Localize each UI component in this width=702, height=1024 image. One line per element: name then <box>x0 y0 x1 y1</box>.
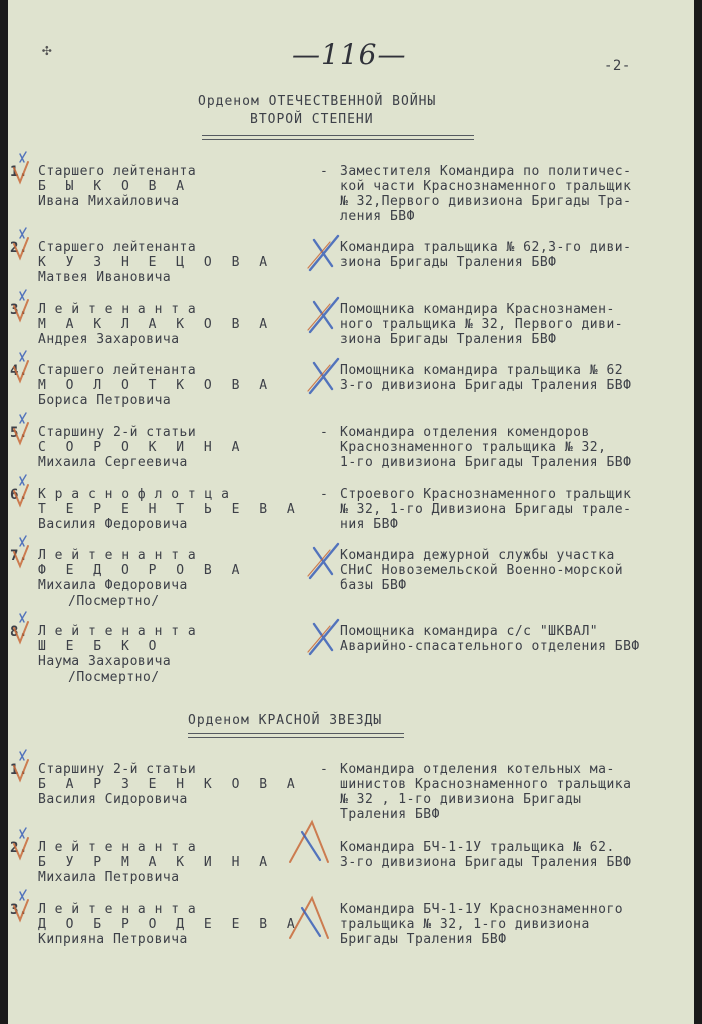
entry-position-line: тральщика № 32, 1-го дивизиона <box>340 917 590 932</box>
entry-posthumous-note: /Посмертно/ <box>68 670 160 685</box>
left-margin-check-icon <box>14 838 28 858</box>
section1-heading-line2: ВТОРОЙ СТЕПЕНИ <box>250 112 374 127</box>
entry-rank: Старшего лейтенанта <box>38 240 197 255</box>
entry-position-line: Бригады Траления БВФ <box>340 932 507 947</box>
left-margin-check-icon <box>14 300 28 320</box>
entry-position-line: 3-го дивизиона Бригады Траления БВФ <box>340 855 632 870</box>
entry-number: 6. <box>10 487 28 503</box>
left-margin-check-icon <box>14 238 28 258</box>
pencil-marks <box>8 0 694 1024</box>
entry-position-line: Командира БЧ-1-1У Краснознаменного <box>340 902 624 917</box>
entry-position-line: зиона Бригады Траления БВФ <box>340 332 557 347</box>
left-margin-cross-icon <box>20 890 26 900</box>
left-margin-cross-icon <box>20 351 26 361</box>
entry-number: 3. <box>10 902 28 918</box>
handwritten-page-number: —116— <box>292 38 407 71</box>
entry-given-name: Ивана Михайловича <box>38 194 180 209</box>
entry-position-line: Помощника командира тральщика № 62 <box>340 363 624 378</box>
entry-given-name: Бориса Петровича <box>38 393 172 408</box>
entry-number: 1. <box>10 164 28 180</box>
entry-given-name: Михаила Сергеевича <box>38 455 188 470</box>
page-number: -2- <box>604 58 631 74</box>
entry-position-line: Аварийно-спасательного отделения БВФ <box>340 639 640 654</box>
left-margin-cross-icon <box>20 413 26 423</box>
entry-number: 1. <box>10 762 28 778</box>
entry-position-line: Помощника командира с/с "ШКВАЛ" <box>340 624 599 639</box>
entry-number: 2. <box>10 240 28 256</box>
entry-number: 3. <box>10 302 28 318</box>
entry-position-line: № 32 , 1-го дивизиона Бригады <box>340 792 582 807</box>
entry-position-line: № 32, 1-го Дивизиона Бригады трале- <box>340 502 632 517</box>
entry-dash: - <box>320 762 329 777</box>
entry-position-line: ления БВФ <box>340 209 415 224</box>
entry-position-line: № 32,Первого дивизиона Бригады Тра- <box>340 194 632 209</box>
position-cross-icon <box>310 359 338 393</box>
entry-rank: Л е й т е н а н т а <box>38 624 197 639</box>
entry-rank: Старшего лейтенанта <box>38 164 197 179</box>
entry-number: 7. <box>10 548 28 564</box>
entry-position-line: 3-го дивизиона Бригады Траления БВФ <box>340 378 632 393</box>
entry-rank: Л е й т е н а н т а <box>38 902 197 917</box>
entry-position-line: ного тральщика № 32, Первого диви- <box>340 317 624 332</box>
left-margin-check-icon <box>14 423 28 443</box>
entry-given-name: Василия Федоровича <box>38 517 188 532</box>
entry-given-name: Василия Сидоровича <box>38 792 188 807</box>
entry-surname: Ф Е Д О Р О В А <box>38 563 246 578</box>
entry-position-line: Заместителя Командира по политичес- <box>340 164 632 179</box>
left-margin-check-icon <box>14 900 28 920</box>
entry-position-line: Строевого Краснознаменного тральщик <box>340 487 632 502</box>
left-margin-cross-icon <box>20 475 26 485</box>
left-margin-check-icon <box>14 622 28 642</box>
entry-number: 2. <box>10 840 28 856</box>
entry-surname: Б У Р М А К И Н А <box>38 855 274 870</box>
left-margin-cross-icon <box>20 828 26 838</box>
left-margin-cross-icon <box>20 290 26 300</box>
entry-surname: Ш Е Б К О <box>38 639 163 654</box>
entry-surname: Б А Р З Е Н К О В А <box>38 777 301 792</box>
entry-rank: Л е й т е н а н т а <box>38 548 197 563</box>
entry-given-name: Михаила Федоровича <box>38 578 188 593</box>
entry-position-line: шинистов Краснознаменного тральщика <box>340 777 632 792</box>
entry-rank: Старшего лейтенанта <box>38 363 197 378</box>
entry-surname: К У З Н Е Ц О В А <box>38 255 274 270</box>
entry-rank: Старшину 2-й статьи <box>38 425 197 440</box>
left-margin-check-icon <box>14 162 28 182</box>
left-margin-cross-icon <box>20 536 26 546</box>
entry-given-name: Матвея Ивановича <box>38 270 172 285</box>
entry-given-name: Наума Захаровича <box>38 654 172 669</box>
entry-position-line: 1-го дивизиона Бригады Траления БВФ <box>340 455 632 470</box>
entry-surname: М О Л О Т К О В А <box>38 378 274 393</box>
entry-number: 8. <box>10 624 28 640</box>
left-margin-check-icon <box>14 760 28 780</box>
left-margin-check-icon <box>14 361 28 381</box>
entry-posthumous-note: /Посмертно/ <box>68 594 160 609</box>
entry-given-name: Михаила Петровича <box>38 870 180 885</box>
entry-position-line: Помощника командира Краснознамен- <box>340 302 615 317</box>
entry-surname: М А К Л А К О В А <box>38 317 274 332</box>
entry-number: 5. <box>10 425 28 441</box>
entry-position-line: Командира дежурной службы участка <box>340 548 615 563</box>
entry-position-line: зиона Бригады Траления БВФ <box>340 255 557 270</box>
entry-rank: Старшину 2-й статьи <box>38 762 197 777</box>
entry-surname: Т Е Р Е Н Т Ь Е В А <box>38 502 301 517</box>
left-margin-check-icon <box>14 485 28 505</box>
entry-position-line: СНиС Новоземельской Военно-морской <box>340 563 624 578</box>
entry-dash: - <box>320 164 329 179</box>
position-cross-icon <box>310 544 338 578</box>
position-cross-icon <box>310 620 338 654</box>
entry-position-line: Краснознаменного тральщика № 32, <box>340 440 607 455</box>
entry-position-line: Командира тральщика № 62,3-го диви- <box>340 240 632 255</box>
entry-position-line: Траления БВФ <box>340 807 440 822</box>
entry-dash: - <box>320 425 329 440</box>
document-sheet <box>8 0 694 1024</box>
left-margin-check-icon <box>14 546 28 566</box>
section1-heading-line1: Орденом ОТЕЧЕСТВЕННОЙ ВОЙНЫ <box>198 94 437 109</box>
entry-position-line: ния БВФ <box>340 517 399 532</box>
left-margin-cross-icon <box>20 612 26 622</box>
left-margin-cross-icon <box>20 228 26 238</box>
left-margin-cross-icon <box>20 152 26 162</box>
entry-dash: - <box>320 487 329 502</box>
entry-surname: С О Р О К И Н А <box>38 440 246 455</box>
entry-rank: Л е й т е н а н т а <box>38 302 197 317</box>
entry-rank: Л е й т е н а н т а <box>38 840 197 855</box>
entry-position-line: Командира отделения комендоров <box>340 425 590 440</box>
entry-position-line: Командира БЧ-1-1У тральщика № 62. <box>340 840 615 855</box>
entry-surname: Д О Б Р О Д Е Е В А <box>38 917 301 932</box>
entry-given-name: Киприяна Петровича <box>38 932 188 947</box>
position-cross-icon <box>310 236 338 270</box>
section2-heading: Орденом КРАСНОЙ ЗВЕЗДЫ <box>188 713 383 728</box>
entry-position-line: базы БВФ <box>340 578 407 593</box>
entry-rank: К р а с н о ф л о т ц а <box>38 487 230 502</box>
pin-mark-icon: ✣ <box>42 40 53 59</box>
left-margin-cross-icon <box>20 750 26 760</box>
position-cross-icon <box>310 298 338 332</box>
entry-given-name: Андрея Захаровича <box>38 332 180 347</box>
entry-position-line: кой части Краснознаменного тральщик <box>340 179 632 194</box>
entry-position-line: Командира отделения котельных ма- <box>340 762 615 777</box>
entry-surname: Б Ы К О В А <box>38 179 191 194</box>
entry-number: 4. <box>10 363 28 379</box>
